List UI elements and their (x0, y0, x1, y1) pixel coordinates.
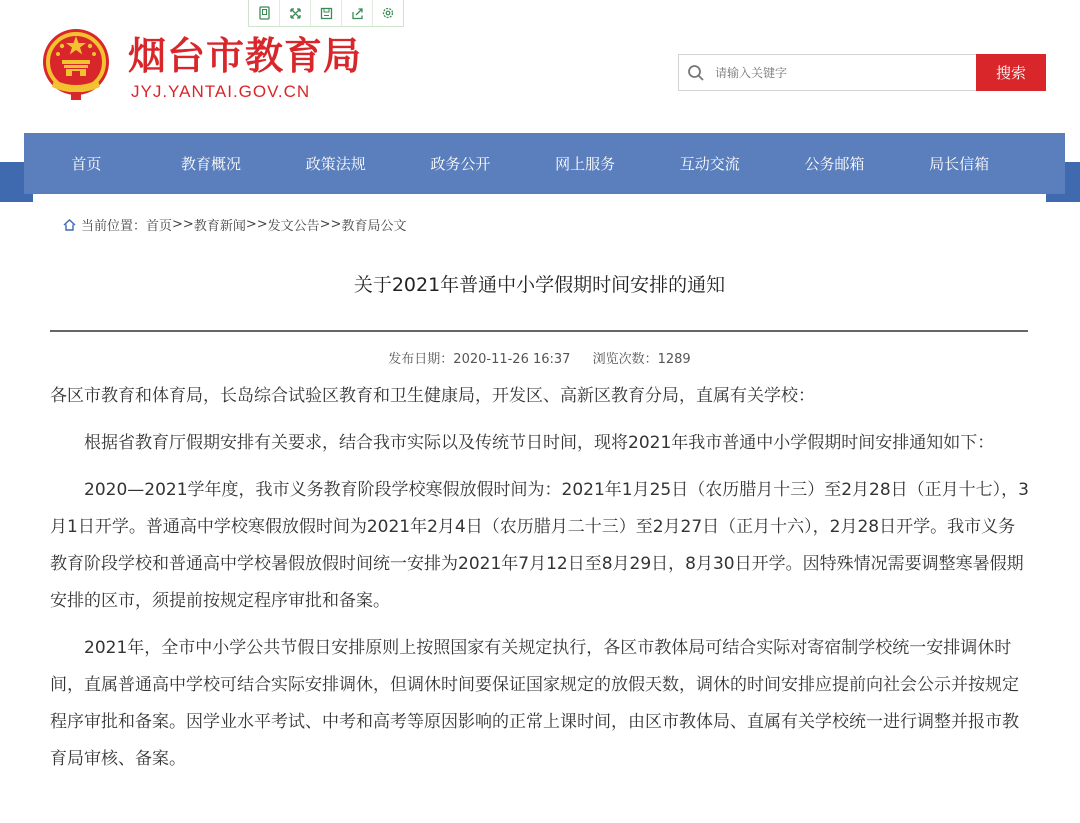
breadcrumb-link-home[interactable]: 首页 (146, 219, 173, 234)
publish-date-label: 发布日期： (388, 352, 454, 367)
article-meta (33, 348, 1046, 367)
tablet-icon[interactable] (249, 0, 280, 26)
search-box (678, 54, 976, 91)
breadcrumb-separator: >> (172, 217, 194, 232)
article-paragraph: 根据省教育厅假期安排有关要求，结合我市实际以及传统节日时间，现将2021年我市普通中小学假期时间安排通知如下： (84, 433, 995, 453)
nav-item-online-services[interactable]: 网上服务 (555, 155, 616, 173)
site-name: 烟台市教育局 (128, 34, 363, 78)
breadcrumb-link-official-documents[interactable]: 教育局公文 (341, 219, 407, 234)
breadcrumb-separator: >> (319, 217, 342, 232)
search-bar (678, 54, 1046, 91)
share-icon[interactable] (342, 0, 373, 26)
search-input[interactable] (713, 65, 957, 81)
search-icon (679, 64, 713, 82)
article-salutation: 各区市教育和体育局，长岛综合试验区教育和卫生健康局，开发区、高新区教育分局，直属有关学校： (50, 386, 815, 406)
article-title: 关于2021年普通中小学假期时间安排的通知 (353, 274, 726, 296)
home-icon (63, 219, 76, 231)
breadcrumb-separator: >> (245, 217, 268, 232)
nav-item-official-mail[interactable]: 公务邮箱 (804, 155, 865, 173)
nav-item-home[interactable]: 首页 (71, 155, 102, 173)
breadcrumb-label: 当前位置： (81, 219, 147, 234)
main-nav (24, 133, 1065, 194)
save-icon[interactable] (311, 0, 342, 26)
view-count-label: 浏览次数： (592, 352, 658, 367)
toolbar-icons (248, 0, 404, 27)
breadcrumb-link-education-news[interactable]: 教育新闻 (193, 219, 246, 234)
article-panel (33, 194, 1046, 823)
breadcrumb (63, 215, 406, 234)
nav-item-interaction[interactable]: 互动交流 (679, 155, 740, 173)
nav-item-director-mailbox[interactable]: 局长信箱 (929, 155, 990, 173)
publish-date (388, 352, 570, 367)
article-paragraph: 2020—2021学年度，我市义务教育阶段学校寒假放假时间为：2021年1月25日（农历腊月十三）至2月28日（正月十七），3月1日开学。普通高中学校寒假放假时间为2021年2月4日（农历腊月二十三）至2月27日（正月十六），2月28日开学。我市义务教育阶段学校和普通高中学校暑假放假时间统一安排为2021年7月12日至8月29日，8月30日开学。因特殊情况需要调整寒暑假期安排的区市，须提前按规定程序审批和备案。 (50, 480, 1030, 611)
view-count (593, 352, 691, 367)
site-domain: JYJ.YANTAI.GOV.CN (131, 82, 311, 101)
national-emblem-logo (38, 24, 114, 104)
nav-item-education-overview[interactable]: 教育概况 (181, 155, 242, 173)
nav-item-government-affairs[interactable]: 政务公开 (430, 155, 491, 173)
article-paragraph: 2021年，全市中小学公共节假日安排原则上按照国家有关规定执行，各区市教体局可结合实际对寄宿制学校统一安排调休时间，直属普通高中学校可结合实际安排调休，但调休时间要保证国家规定的放假天数，调休的时间安排应提前向社会公示并按规定程序审批和备案。因学业水平考试、中考和高考等原因影响的正常上课时间，由区市教体局、直属有关学校统一进行调整并报市教育局审核、备案。 (50, 638, 1019, 769)
fullscreen-icon[interactable] (280, 0, 311, 26)
article-body (50, 378, 1030, 788)
breadcrumb-link-announcements[interactable]: 发文公告 (267, 219, 320, 234)
publish-date-value: 2020-11-26 16:37 (453, 352, 571, 367)
settings-icon[interactable] (373, 0, 403, 26)
search-button[interactable]: 搜索 (976, 54, 1046, 91)
view-count-value: 1289 (657, 352, 691, 367)
title-divider (50, 330, 1028, 332)
nav-item-policies[interactable]: 政策法规 (305, 155, 366, 173)
